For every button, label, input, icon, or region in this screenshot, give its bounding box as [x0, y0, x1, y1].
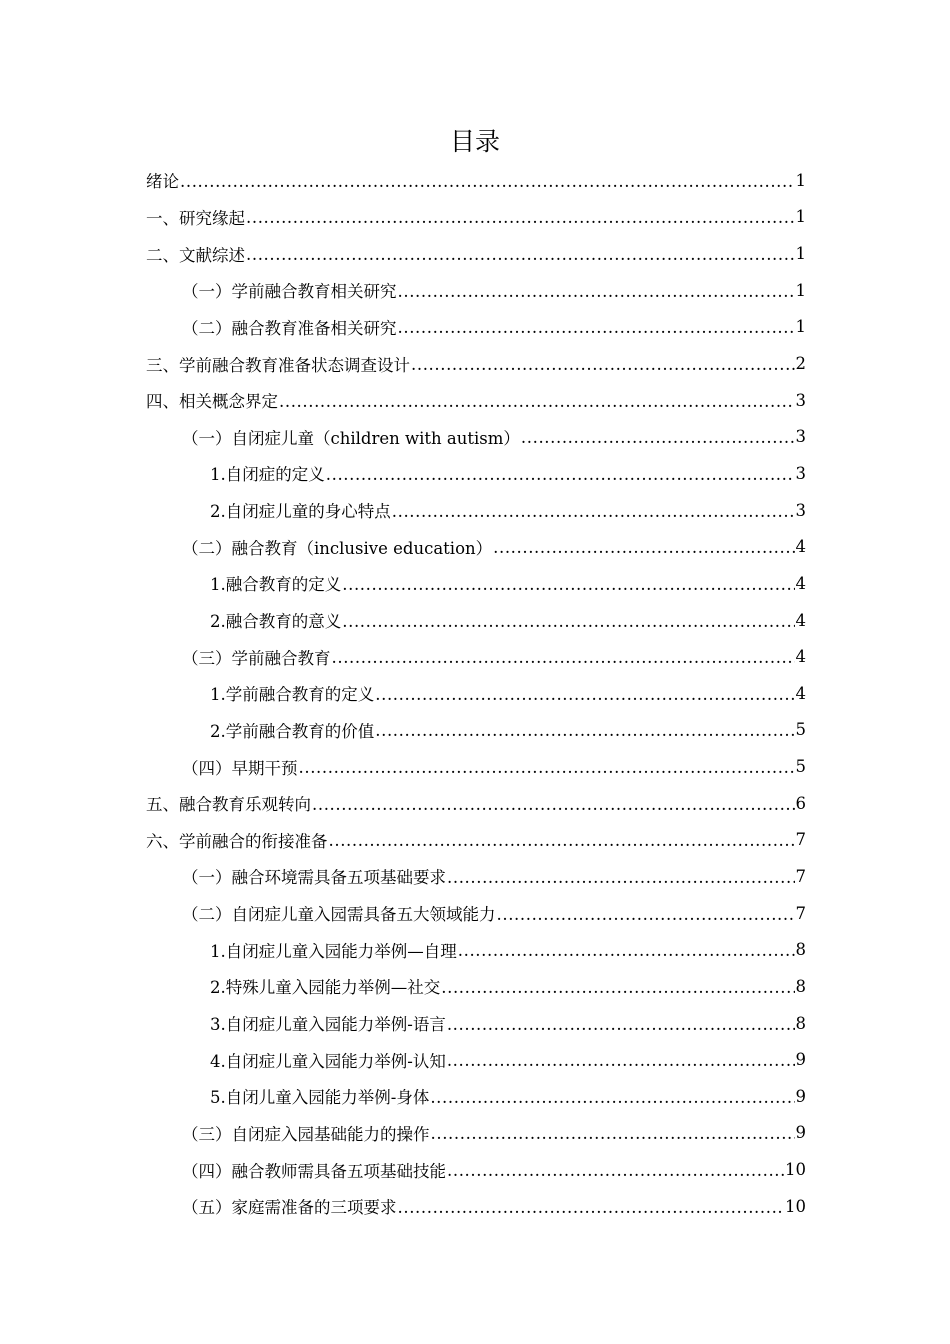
toc-page-number: 10 — [785, 1196, 806, 1216]
toc-entry[interactable] — [146, 235, 806, 272]
toc-page-number: 3 — [795, 427, 806, 447]
toc-title: 目录 — [449, 127, 500, 156]
toc-entry[interactable] — [146, 492, 806, 529]
toc-entry-text: 2.学前融合教育的价值 — [210, 721, 375, 741]
toc-entry[interactable] — [146, 822, 806, 859]
toc-entry[interactable] — [146, 345, 806, 382]
toc-entry[interactable] — [146, 895, 806, 932]
toc-entry[interactable] — [146, 858, 806, 895]
toc-entry[interactable] — [146, 272, 806, 309]
toc-dot-leader — [441, 978, 794, 997]
toc-entry[interactable] — [146, 931, 806, 968]
toc-page-number: 8 — [795, 940, 806, 960]
toc-entry[interactable] — [146, 565, 806, 602]
toc-page-number: 5 — [795, 757, 806, 777]
toc-page-number: 4 — [795, 647, 806, 667]
toc-dot-leader — [375, 721, 794, 740]
toc-page-number: 1 — [795, 317, 806, 337]
toc-entry-text: 二、文献综述 — [146, 245, 245, 265]
toc-entry-text: 2.特殊儿童入园能力举例—社交 — [210, 978, 441, 998]
toc-entry[interactable] — [146, 675, 806, 712]
toc-page-number: 1 — [795, 207, 806, 227]
toc-page-number: 4 — [795, 610, 806, 630]
toc-page-number: 4 — [795, 537, 806, 557]
toc-dot-leader — [312, 795, 795, 814]
toc-entry-text: （一）融合环境需具备五项基础要求 — [182, 868, 446, 888]
toc-dot-leader — [299, 758, 795, 777]
toc-entry-text: 四、相关概念界定 — [146, 392, 278, 412]
toc-entry-text: 4.自闭症儿童入园能力举例-认知 — [210, 1051, 446, 1071]
toc-entry-text: （二）融合教育准备相关研究 — [182, 318, 397, 338]
toc-entry-text: 1.自闭症的定义 — [210, 465, 325, 485]
toc-dot-leader — [447, 1161, 784, 1180]
toc-entry-text: （一）学前融合教育相关研究 — [182, 282, 397, 302]
toc-entry-text: 2.融合教育的意义 — [210, 612, 342, 631]
toc-page-number: 9 — [795, 1050, 806, 1070]
toc-entry[interactable] — [146, 418, 806, 455]
toc-entry-text: （三）学前融合教育 — [182, 648, 331, 668]
toc-dot-leader — [521, 428, 795, 447]
toc-page-number: 5 — [795, 720, 806, 740]
toc-page-number: 7 — [795, 866, 806, 886]
toc-page-number: 3 — [795, 463, 806, 483]
toc-page-number: 1 — [795, 170, 806, 190]
toc-entry[interactable] — [146, 748, 806, 785]
toc-entry-text: （二）自闭症儿童入园需具备五大领域能力 — [182, 905, 496, 925]
toc-entry-text: 三、学前融合教育准备状态调查设计 — [146, 355, 410, 375]
toc-entry-text: 1.自闭症儿童入园能力举例—自理 — [210, 941, 457, 961]
toc-list — [146, 162, 806, 1225]
toc-page-number: 7 — [795, 830, 806, 850]
toc-dot-leader — [431, 1124, 795, 1143]
toc-page-number: 10 — [785, 1160, 806, 1180]
toc-entry[interactable] — [146, 1115, 806, 1152]
toc-entry-text: 六、学前融合的衔接准备 — [146, 831, 328, 851]
toc-dot-leader — [246, 245, 795, 264]
toc-entry-text: 1.融合教育的定义 — [210, 575, 342, 595]
toc-dot-leader — [398, 318, 795, 337]
toc-entry[interactable] — [146, 712, 806, 749]
toc-page-number: 3 — [795, 500, 806, 520]
toc-dot-leader — [375, 685, 794, 704]
toc-dot-leader — [430, 1088, 794, 1107]
toc-entry-text: 2.自闭症儿童的身心特点 — [210, 502, 391, 522]
toc-dot-leader — [411, 355, 795, 374]
toc-dot-leader — [332, 648, 795, 667]
toc-entry-text: （五）家庭需准备的三项要求 — [182, 1198, 397, 1218]
toc-page-number: 6 — [795, 793, 806, 813]
toc-entry[interactable] — [146, 528, 806, 565]
toc-dot-leader — [326, 465, 795, 484]
toc-entry-text: 绪论 — [146, 172, 179, 192]
toc-entry-text: （四）早期干预 — [182, 758, 298, 778]
toc-dot-leader — [342, 575, 794, 594]
toc-dot-leader — [246, 208, 795, 227]
toc-entry[interactable] — [146, 199, 806, 236]
toc-dot-leader — [493, 538, 794, 557]
toc-page-number: 4 — [795, 573, 806, 593]
toc-entry[interactable] — [146, 602, 806, 639]
toc-dot-leader — [398, 282, 795, 301]
toc-dot-leader — [447, 1051, 795, 1070]
toc-page-number: 4 — [795, 683, 806, 703]
toc-page-number: 3 — [795, 390, 806, 410]
toc-dot-leader — [447, 1015, 795, 1034]
toc-entry[interactable] — [146, 1041, 806, 1078]
toc-dot-leader — [329, 831, 795, 850]
toc-entry[interactable] — [146, 1151, 806, 1188]
toc-entry[interactable] — [146, 1188, 806, 1225]
toc-entry-text: 3.自闭症儿童入园能力举例-语言 — [210, 1015, 446, 1035]
toc-dot-leader — [279, 392, 795, 411]
toc-page-number: 1 — [795, 244, 806, 264]
toc-entry[interactable] — [146, 382, 806, 419]
toc-entry[interactable] — [146, 455, 806, 492]
toc-entry-text: 五、融合教育乐观转向 — [146, 795, 311, 815]
toc-entry-text: （三）自闭症入园基础能力的操作 — [182, 1124, 430, 1144]
toc-page-number: 8 — [795, 1013, 806, 1033]
toc-page-number: 1 — [795, 280, 806, 300]
toc-entry[interactable] — [146, 162, 806, 199]
toc-entry-text: （四）融合教师需具备五项基础技能 — [182, 1161, 446, 1181]
toc-dot-leader — [180, 172, 795, 191]
toc-page-number: 7 — [795, 903, 806, 923]
toc-dot-leader — [497, 905, 795, 924]
toc-entry[interactable] — [146, 785, 806, 822]
toc-dot-leader — [398, 1198, 785, 1217]
toc-page-number: 8 — [795, 976, 806, 996]
toc-dot-leader — [458, 941, 795, 960]
toc-entry[interactable] — [146, 968, 806, 1005]
toc-entry-text: （一）自闭症儿童（children with autism） — [182, 428, 520, 448]
toc-dot-leader — [342, 612, 794, 631]
toc-page-number: 9 — [795, 1123, 806, 1143]
toc-entry-text: 一、研究缘起 — [146, 208, 245, 228]
toc-page-number: 2 — [795, 354, 806, 374]
toc-entry-text: （二）融合教育（inclusive education） — [182, 538, 493, 558]
toc-dot-leader — [447, 868, 795, 887]
toc-entry[interactable] — [146, 309, 806, 346]
toc-entry[interactable] — [146, 638, 806, 675]
toc-page-number: 9 — [795, 1086, 806, 1106]
toc-entry-text: 5.自闭儿童入园能力举例-身体 — [210, 1088, 430, 1108]
toc-entry[interactable] — [146, 1005, 806, 1042]
toc-entry-text: 1.学前融合教育的定义 — [210, 685, 375, 705]
toc-entry[interactable] — [146, 1078, 806, 1115]
toc-dot-leader — [392, 502, 795, 521]
